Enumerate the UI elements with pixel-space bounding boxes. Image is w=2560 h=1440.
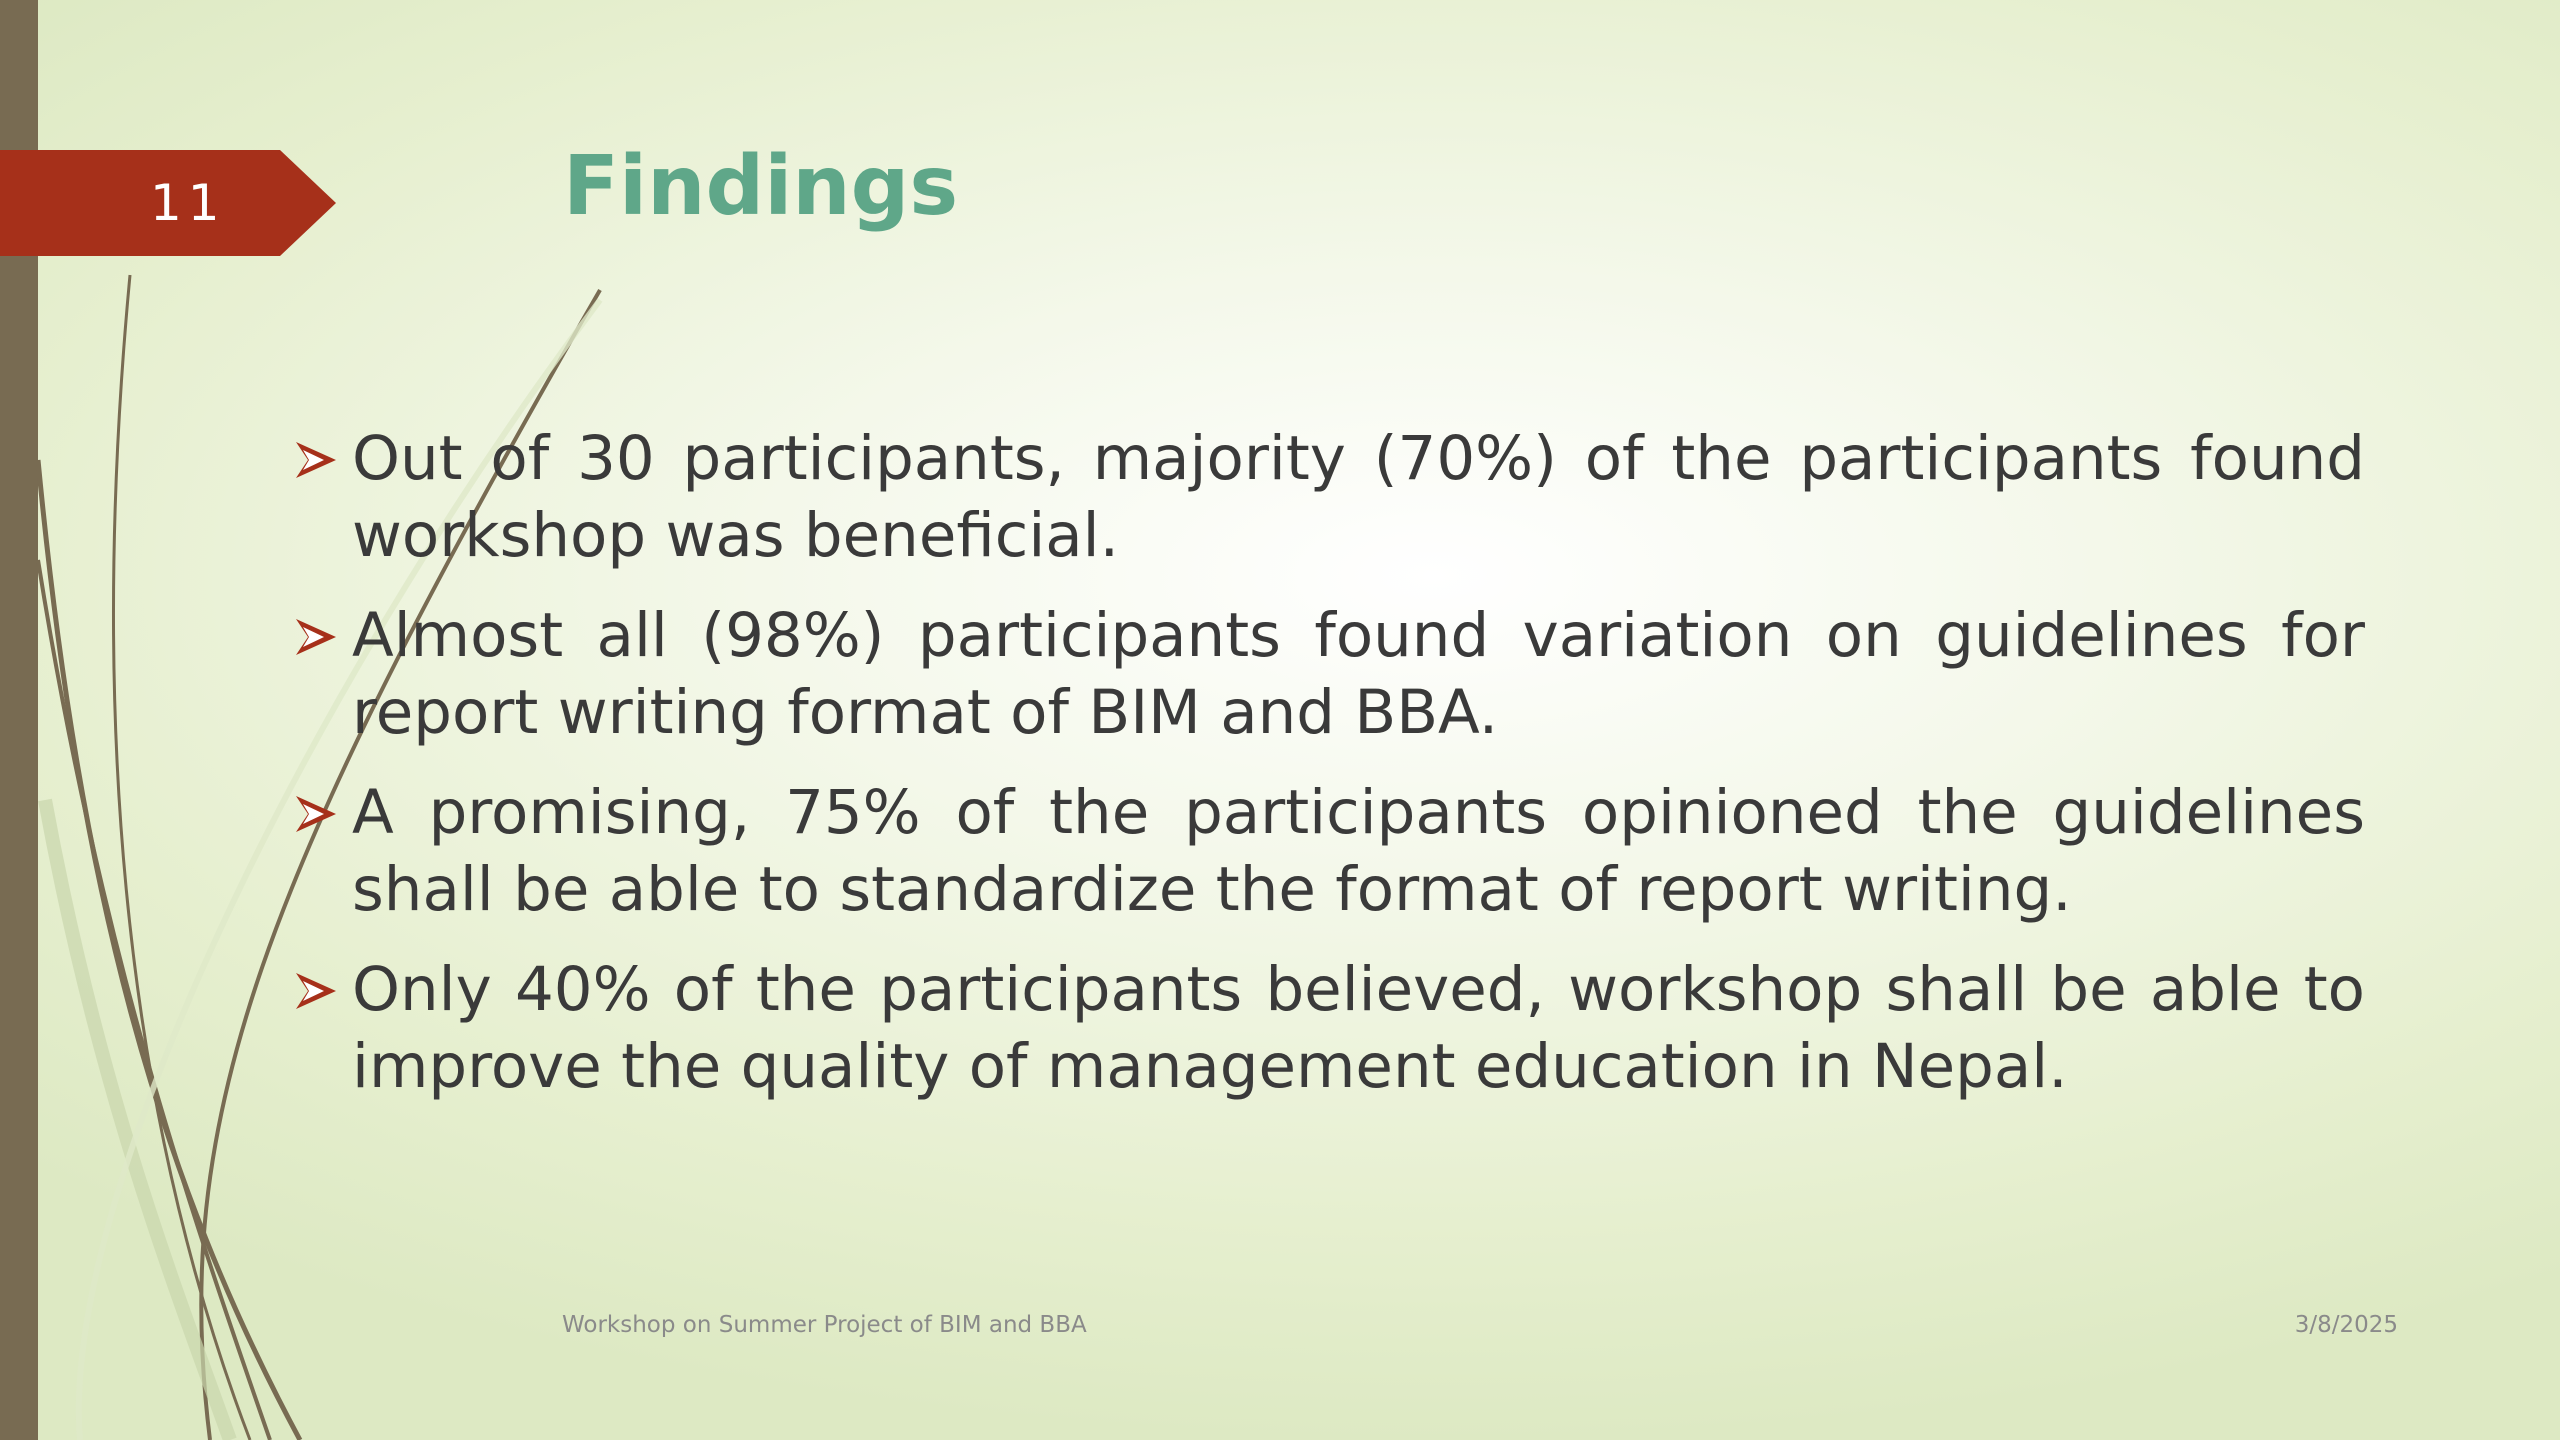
arrowhead-bullet-icon [294, 617, 338, 657]
footer-date: 3/8/2025 [2294, 1312, 2398, 1338]
arrowhead-bullet-icon [294, 794, 338, 834]
arrowhead-bullet-icon [294, 440, 338, 480]
finding-item [290, 774, 2365, 928]
finding-text: A promising, 75% of the participants opinioned the guidelines shall be able to standardize the format of report writing. [352, 777, 2365, 925]
arrowhead-bullet-icon [294, 971, 338, 1011]
finding-item [290, 420, 2365, 574]
finding-text: Out of 30 participants, majority (70%) of the participants found workshop was beneficial. [352, 423, 2365, 571]
slide-title: Findings [563, 139, 959, 234]
slide-number: 11 [150, 174, 226, 232]
findings-list [290, 420, 2365, 1128]
finding-item [290, 951, 2365, 1105]
finding-text: Almost all (98%) participants found variation on guidelines for report writing format of BIM and BBA. [352, 600, 2365, 748]
finding-item [290, 597, 2365, 751]
finding-text: Only 40% of the participants believed, workshop shall be able to improve the quality of management education in Nepal. [352, 954, 2365, 1102]
footer-text: Workshop on Summer Project of BIM and BBA [562, 1312, 1087, 1338]
